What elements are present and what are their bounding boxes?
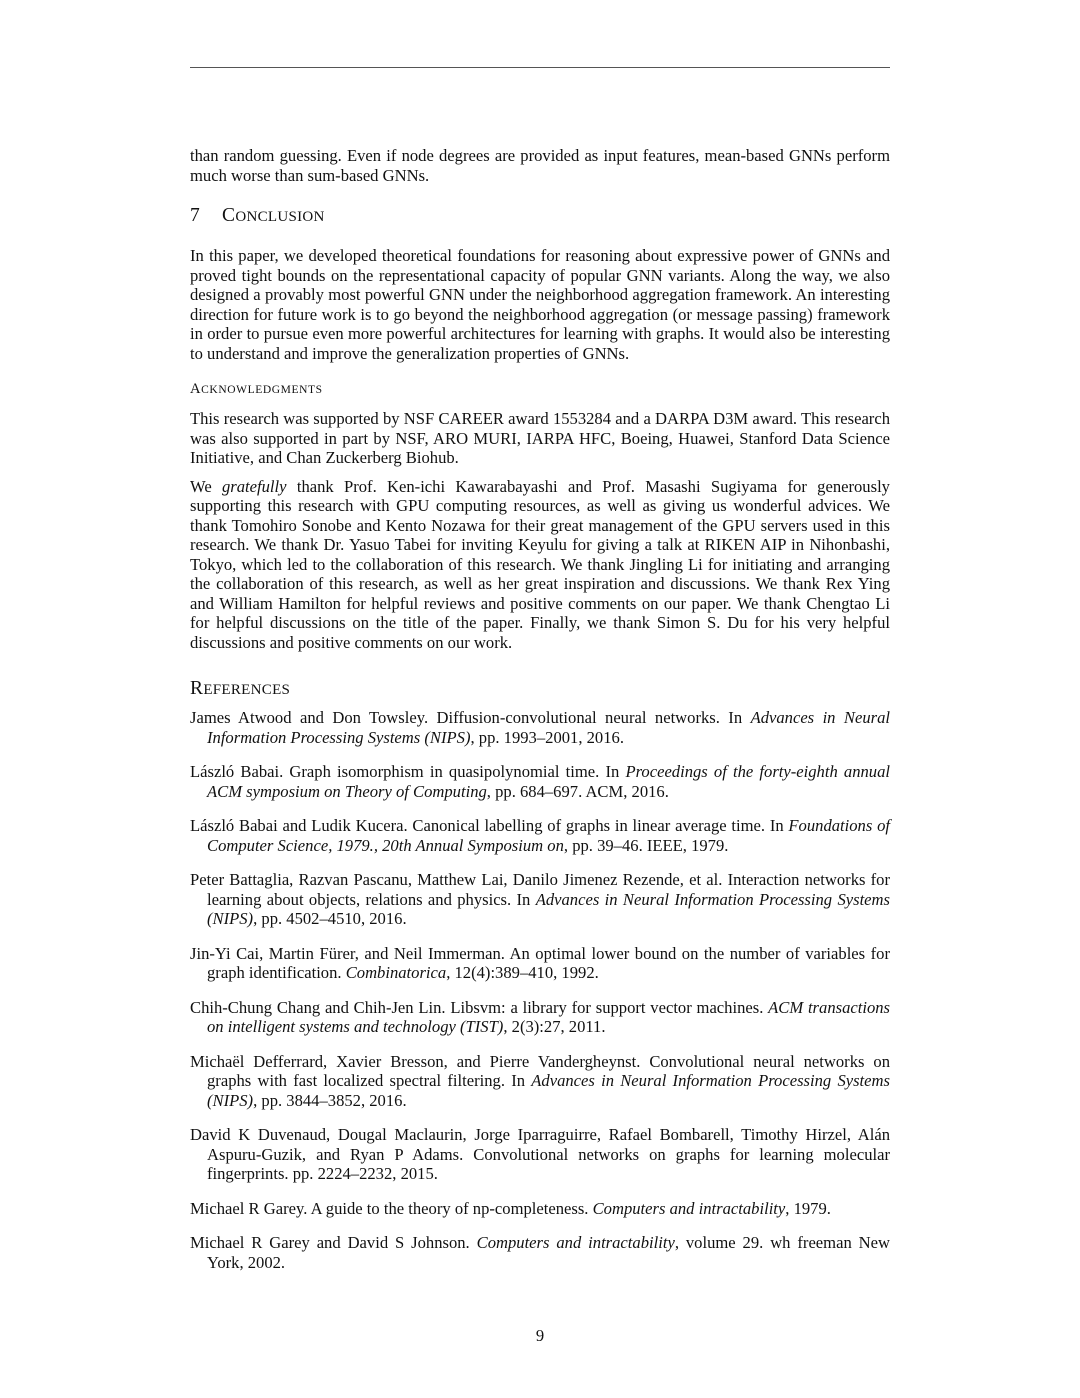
reference-item: Chih-Chung Chang and Chih-Jen Lin. Libsvm: a library for support vector machines. ACM transactions on intelligent systems and technology (TIST), 2(3):27, 2011. — [190, 997, 891, 1036]
reference-item: Michael R Garey and David S Johnson. Computers and intractability, volume 29. wh freeman New York, 2002. — [190, 1233, 890, 1272]
acknowledgments-paragraph-2: We gratefully thank Prof. Ken-ichi Kawarabayashi and Prof. Masashi Sugiyama for generously supporting this research with GPU computing resources, as well as giving us wonderful advices. We thank Tomohiro Sonobe and Kento Nozawa for their great management of the GPU servers used in this research. We thank Dr. Yasuo Tabei for inviting Keyulu for giving a talk at RIKEN AIP in Nihonbashi, Tokyo, which led to the collaboration of this research. We thank Jingling Li for initiating and arranging the collaboration of this research, as well as her great inspiration and discussions. We thank Rex Ying and William Hamilton for helpful reviews and positive comments on our paper. We thank Chengtao Li for helpful discussions on the title of the paper. Finally, we thank Simon S. Du for his very helpful discussions and positive comments on our work. — [190, 476, 890, 652]
section-number: 7 — [190, 205, 201, 226]
header-rule — [190, 67, 890, 68]
continued-paragraph: than random guessing. Even if node degrees are provided as input features, mean-based GNNs perform much worse than sum-based GNNs. — [190, 146, 890, 185]
section-heading-references: REFERENCES — [190, 678, 291, 699]
reference-item: Michaël Defferrard, Xavier Bresson, and Pierre Vandergheynst. Convolutional neural networks on graphs with fast localized spectral filtering. In Advances in Neural Information Processing Systems (NIPS), pp. 3844–3852, 2016. — [190, 1051, 890, 1110]
reference-item: Michael R Garey. A guide to the theory of np-completeness. Computers and intractability, 1979. — [190, 1198, 831, 1218]
acknowledgments-heading: ACKNOWLEDGMENTS — [190, 381, 323, 397]
section-heading-conclusion: 7 CONCLUSION — [190, 205, 325, 226]
reference-item: David K Duvenaud, Dougal Maclaurin, Jorge Iparraguirre, Rafael Bombarell, Timothy Hirzel, Alán Aspuru-Guzik, and Ryan P Adams. Convolutional networks on graphs for learning molecular fingerprints. pp. 2224–2232, 2015. — [190, 1125, 890, 1183]
reference-list — [190, 708, 890, 1272]
reference-item: László Babai and Ludik Kucera. Canonical labelling of graphs in linear average time. In Foundations of Computer Science, 1979., 20th Annual Symposium on, pp. 39–46. IEEE, 1979. — [190, 816, 890, 855]
acknowledgments-paragraph-1: This research was supported by NSF CAREER award 1553284 and a DARPA D3M award. This research was also supported in part by NSF, ARO MURI, IARPA HFC, Boeing, Huawei, Stanford Data Science Initiative, and Chan Zuckerberg Biohub. — [190, 409, 890, 467]
reference-item: László Babai. Graph isomorphism in quasipolynomial time. In Proceedings of the forty-eighth annual ACM symposium on Theory of Computing, pp. 684–697. ACM, 2016. — [190, 762, 890, 801]
reference-item: Jin-Yi Cai, Martin Fürer, and Neil Immerman. An optimal lower bound on the number of variables for graph identification. Combinatorica, 12(4):389–410, 1992. — [190, 943, 890, 982]
reference-item: Peter Battaglia, Razvan Pascanu, Matthew Lai, Danilo Jimenez Rezende, et al. Interaction networks for learning about objects, relations and physics. In Advances in Neural Information Processing Systems (NIPS), pp. 4502–4510, 2016. — [190, 870, 890, 928]
page-number: 9 — [535, 1326, 545, 1345]
conclusion-paragraph: In this paper, we developed theoretical foundations for reasoning about expressive power of GNNs and proved tight bounds on the representational capacity of popular GNN variants. Along the way, we also designed a provably most powerful GNN under the neighborhood aggregation framework. An interesting direction for future work is to go beyond the neighborhood aggregation (or message passing) framework in order to pursue even more powerful architectures for learning with graphs. It would also be interesting to understand and improve the generalization properties of GNNs. — [190, 246, 890, 363]
page-body — [190, 146, 890, 1287]
reference-item: James Atwood and Don Towsley. Diffusion-convolutional neural networks. In Advances in Neural Information Processing Systems (NIPS), pp. 1993–2001, 2016. — [190, 708, 890, 747]
